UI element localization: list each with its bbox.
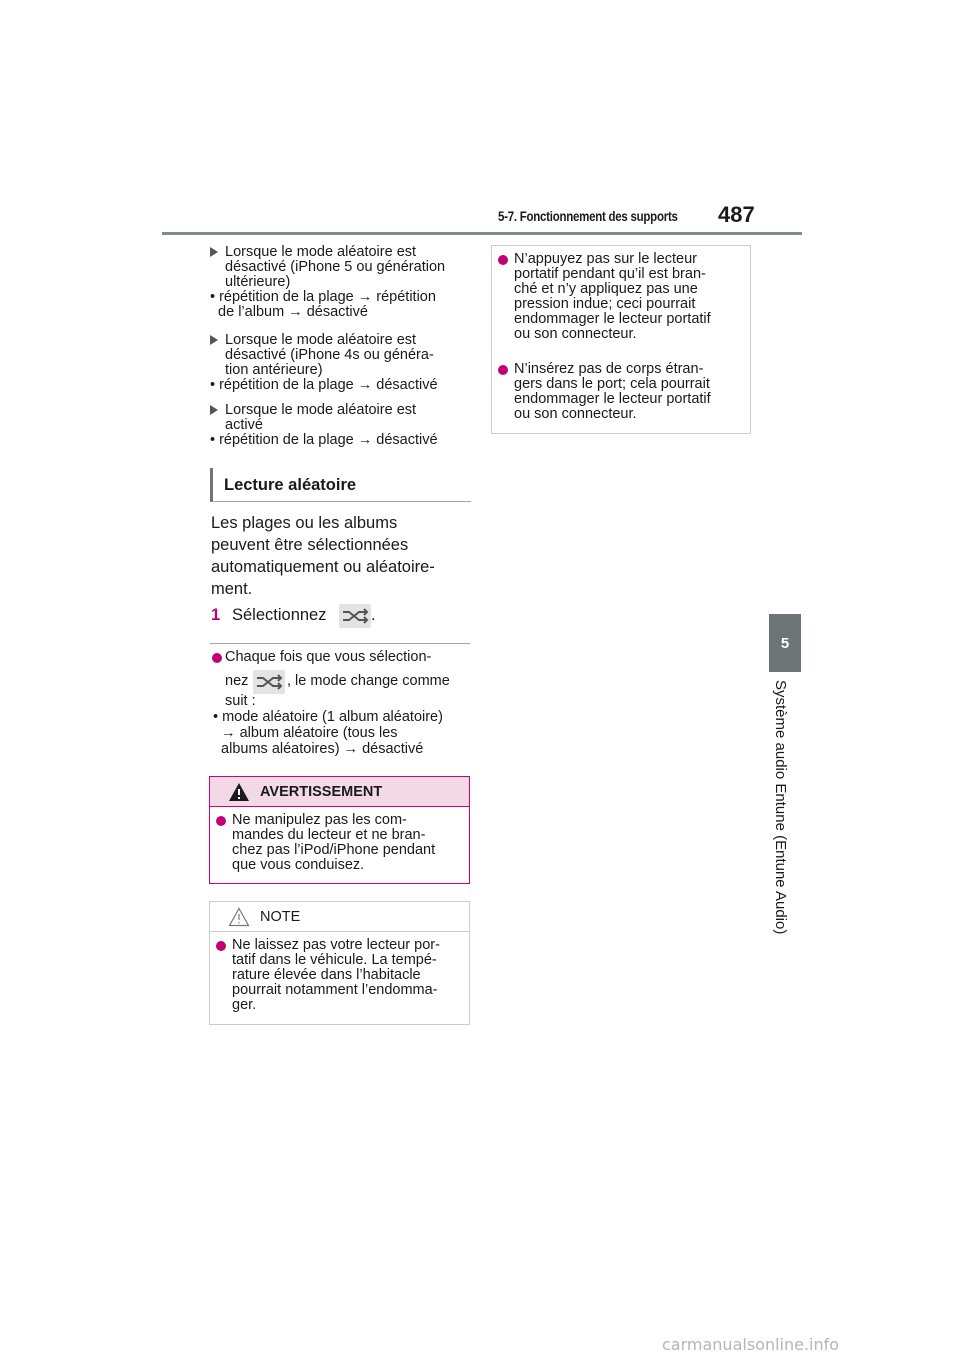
warning-line: chez pas l’iPod/iPhone pendant (232, 842, 436, 858)
note-line: gers dans le port; cela pourrait (514, 376, 710, 392)
warning-header (210, 777, 469, 807)
note-item (496, 252, 736, 342)
caution-icon (228, 907, 250, 927)
step-number: 1 (211, 606, 221, 624)
note-line: , le mode change comme (287, 673, 450, 689)
note-line: → album aléatoire (tous les (213, 725, 398, 741)
note-line: portatif pendant qu’il est bran- (514, 266, 706, 282)
note-line: Ne laissez pas votre lecteur por- (232, 937, 440, 953)
watermark: carmanualsonline.info (662, 1335, 840, 1354)
step-end: . (371, 606, 376, 624)
shuffle-icon (339, 604, 371, 628)
condition-line: ultérieure) (225, 274, 291, 290)
intro-line: peuvent être sélectionnées (211, 536, 409, 554)
note-line: • mode aléatoire (1 album aléatoire) (213, 709, 443, 725)
bullet-icon (498, 365, 508, 375)
note-line: tatif dans le véhicule. La tempé- (232, 952, 437, 968)
warning-box (209, 776, 470, 884)
intro-line: Les plages ou les albums (211, 514, 398, 532)
warning-item (214, 813, 454, 873)
note-line: ou son connecteur. (514, 326, 637, 342)
note-line: endommager le lecteur portatif (514, 391, 711, 407)
bullet-icon (216, 941, 226, 951)
divider (210, 643, 470, 644)
condition-line: tion antérieure) (225, 362, 323, 378)
arrow-marker-icon (210, 335, 218, 345)
warning-icon (228, 782, 250, 802)
note-line: rature élevée dans l’habitacle (232, 967, 421, 983)
note-line: ou son connecteur. (514, 406, 637, 422)
sequence-line: • répétition de la plage → désactivé (210, 432, 438, 448)
shuffle-icon (253, 670, 285, 694)
bullet-icon (212, 653, 222, 663)
intro-line: automatiquement ou aléatoire- (211, 558, 435, 576)
condition-line: Lorsque le mode aléatoire est (225, 244, 417, 260)
condition-line: désactivé (iPhone 4s ou généra- (225, 347, 434, 363)
note-line: nez (225, 673, 249, 689)
note-item (496, 362, 736, 422)
note-line: endommager le lecteur portatif (514, 311, 711, 327)
note-line: ger. (232, 997, 257, 1013)
note-line: albums aléatoires) → désactivé (213, 741, 424, 757)
chapter-title-text: Système audio Entune (Entune Audio) (772, 680, 789, 935)
repeat-mode-item (210, 245, 475, 320)
step-text: Sélectionnez (232, 606, 327, 624)
warning-line: que vous conduisez. (232, 857, 365, 873)
page-number: 487 (718, 202, 755, 227)
chapter-title (770, 680, 800, 980)
sequence-line: de l’album → désactivé (210, 304, 368, 320)
sequence-line: • répétition de la plage → désactivé (210, 377, 438, 393)
intro-paragraph (211, 512, 471, 600)
section-title: 5-7. Fonctionnement des supports (498, 208, 678, 224)
arrow-marker-icon (210, 405, 218, 415)
repeat-mode-item (210, 333, 475, 393)
note-line: pourrait notamment l’endomma- (232, 982, 438, 998)
bullet-icon (216, 816, 226, 826)
note-line: Chaque fois que vous sélection- (225, 649, 432, 665)
arrow-marker-icon (210, 247, 218, 257)
warning-line: mandes du lecteur et ne bran- (232, 827, 426, 843)
condition-line: activé (225, 417, 263, 433)
warning-line: Ne manipulez pas les com- (232, 812, 407, 828)
section-heading-text: Lecture aléatoire (224, 476, 357, 494)
condition-line: désactivé (iPhone 5 ou génération (225, 259, 446, 275)
note-line: N’insérez pas de corps étran- (514, 361, 704, 377)
note-item (214, 938, 454, 1013)
note-title: NOTE (260, 909, 301, 925)
note-line: N’appuyez pas sur le lecteur (514, 251, 697, 267)
note-continued-box (491, 245, 751, 434)
note-line: pression indue; ceci pourrait (514, 296, 696, 312)
intro-line: ment. (211, 580, 253, 598)
chapter-number: 5 (780, 634, 790, 652)
chapter-tab (769, 614, 801, 672)
note-header (210, 902, 469, 932)
condition-line: Lorsque le mode aléatoire est (225, 332, 417, 348)
note-line: ché et n’y appliquez pas une (514, 281, 698, 297)
sequence-line: • répétition de la plage → répétition (210, 289, 436, 305)
repeat-mode-item (210, 403, 475, 448)
condition-line: Lorsque le mode aléatoire est (225, 402, 417, 418)
warning-title: AVERTISSEMENT (260, 784, 383, 800)
bullet-icon (498, 255, 508, 265)
note-line: suit : (225, 693, 256, 709)
note-box (209, 901, 470, 1025)
header-rule (162, 232, 802, 235)
section-heading (210, 468, 471, 502)
